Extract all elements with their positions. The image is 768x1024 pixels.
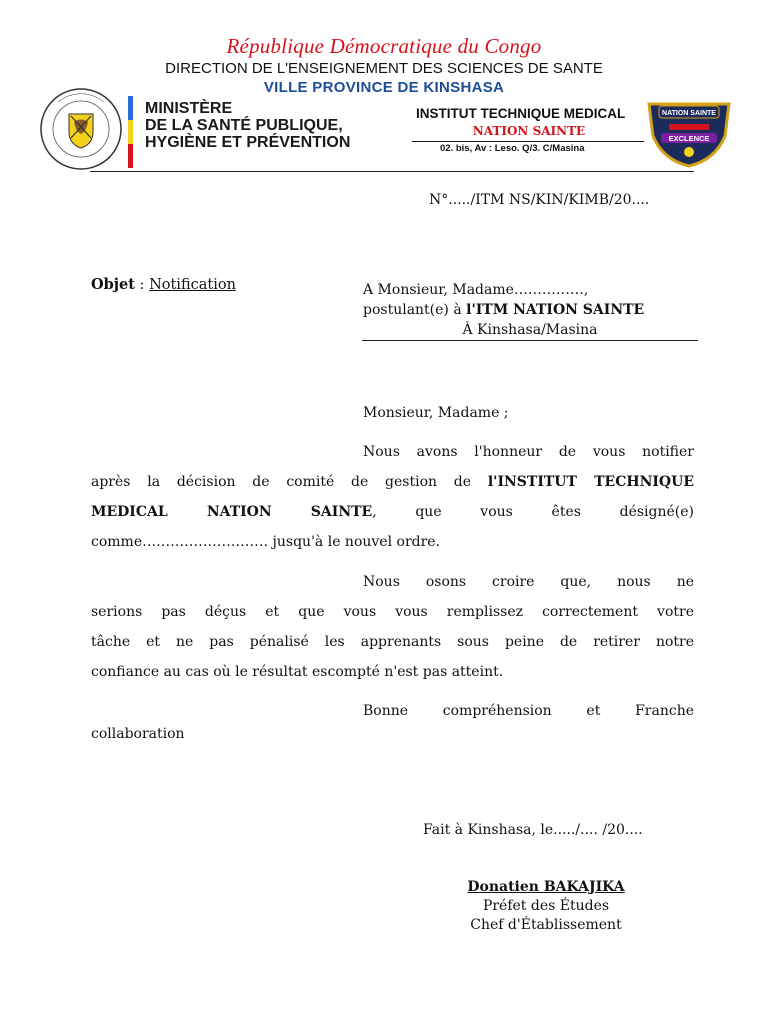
subject-line [91,276,236,293]
flag-bar [128,96,133,168]
institute-divider [412,141,644,142]
place-date: Fait à Kinshasa, le...../.... /20.... [423,822,643,838]
recipient-underline [362,340,698,341]
recipient-line-3: À Kinshasa/Masina [462,322,598,338]
logo-bottom-text: EXCLENCE [668,134,710,143]
institute-name: NATION SAINTE [472,124,586,138]
coat-of-arms-seal [38,86,124,172]
paragraph-3: Bonne compréhension et Franche collaboration [91,703,694,742]
recipient-line-2: postulant(e) à l'ITM NATION SAINTE [363,302,645,318]
subject-separator: : [134,277,150,293]
signature-block [446,878,646,935]
province-title: VILLE PROVINCE DE KINSHASA [263,79,505,96]
school-logo-badge [645,96,733,168]
signatory-title-1: Préfet des Études [482,898,610,914]
paragraph-2: Nous osons croire que, nous ne serions pas déçus et que vous vous remplissez correctement votre tâche et ne pas pénalisé les apprenants sous peine de retirer notre confiance au cas où le résultat escompté n'est pas atteint. [91,574,694,680]
signatory-title-2: Chef d'Établissement [470,917,622,933]
signatory-name: Donatien BAKAJIKA [467,879,625,895]
header-divider [90,171,694,172]
institute-address: 02. bis, Av : Leso. Q/3. C/Masina [440,143,585,154]
reference-number: N°...../ITM NS/KIN/KIMB/20.... [429,192,650,208]
recipient-line-1: A Monsieur, Madame……………, [363,282,589,298]
salutation: Monsieur, Madame ; [363,405,509,421]
recipient-block [363,280,697,340]
institute-title: INSTITUT TECHNIQUE MEDICAL [416,106,626,121]
paragraph-1: Nous avons l'honneur de vous notifier après la décision de comité de gestion de l'INSTITUT TECHNIQUE MEDICAL NATION SAINTE, que vous êtes désigné(e) comme……………………… jusqu'à le nouvel ordre. [91,444,694,550]
logo-top-text: NATION SAINTE [662,110,716,117]
subject-label: Objet [91,276,135,293]
republic-title: République Démocratique du Congo [226,34,542,58]
ministry-name: MINISTÈRE DE LA SANTÉ PUBLIQUE, HYGIÈNE ET PRÉVENTION [145,100,351,151]
direction-title: DIRECTION DE L'ENSEIGNEMENT DES SCIENCES DE SANTE [165,60,603,77]
subject-value: Notification [149,277,236,293]
